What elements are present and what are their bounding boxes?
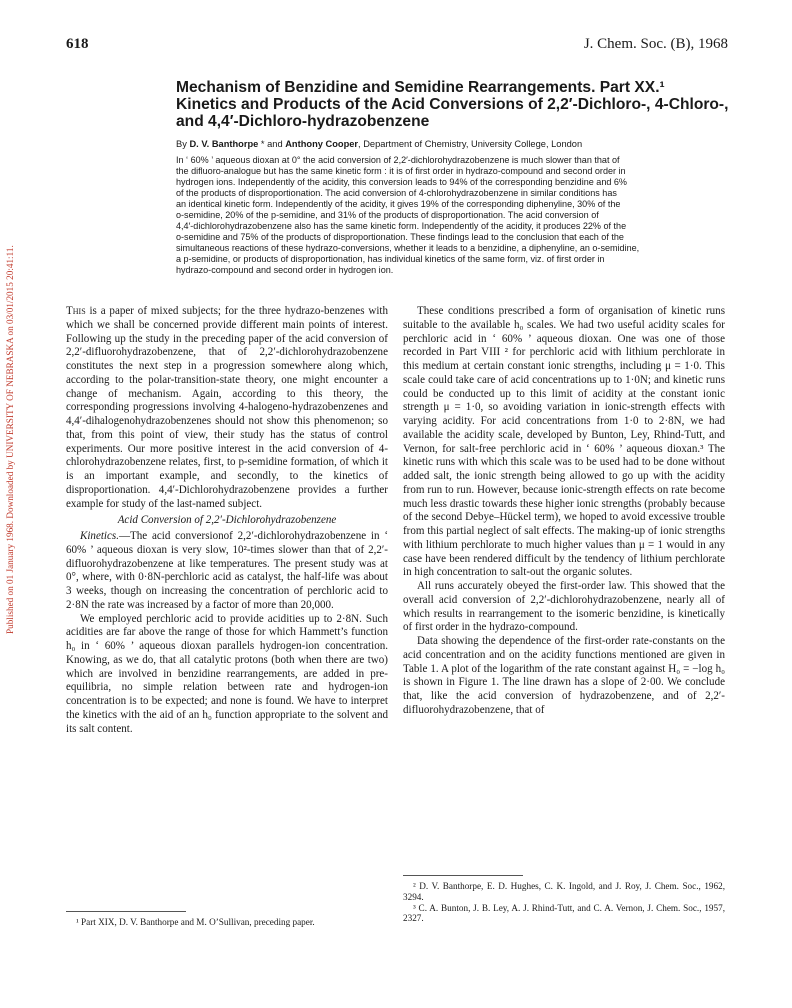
footnote-right: [403, 881, 725, 924]
author-2: Anthony Cooper: [285, 139, 359, 149]
page-number: 618: [66, 36, 89, 52]
paragraph-text: is a paper of mixed subjects; for the three hydrazo-benzenes with which we shall be concerned provide different main points of interest. Following up the study in the preceding paper of the acid conversion of 2,2′-difluorohydrazobenzene, that of 2,2′-dichlorohydrazobenzene constitutes the next step in a progression somewhere along which, according to the polar-transition-state theory, one might encounter a change of mechanism. Again, according to this theory, the corresponding progressions involving 4-halogeno-hydrazobenzenes and 4,4′-dihalogenohydrazobenzenes should not show this phenomenon; so that, from this point of view, their study has the status of control experiments. Our more positive interest in the acid conversion of 4-chlorohydrazobenzene relates, first, to p-semidine formation, of which it is an important example, and secondly, to the kinetics of disproportionation. 4,4′-Dichlorohydrazobenzene provides a further example for study of the last-named subject.: [66, 305, 388, 510]
title-line-3: and 4,4′-Dichloro-hydrazobenzene: [176, 113, 430, 130]
running-head: J. Chem. Soc. (B), 1968: [583, 36, 728, 52]
body-paragraph: [66, 305, 388, 511]
body-paragraph: Data showing the dependence of the first-order rate-constants on the acid concentration and on the acidity functions mentioned are given in Table 1. A plot of the logarithm of the rate constant against H₀ = −log h₀ is shown in Figure 1. The line drawn has a slope of 2·00. We conclude that, like the acid conversion of hydrazobenzene, and of 2,2′-difluorohydrazobenzene, that of: [403, 635, 725, 716]
abstract-line: the difluoro-analogue but has the same kinetic form : it is of first order in hydrazo-compound and second order in: [176, 165, 626, 176]
abstract-line: o-semidine and 75% of the products of disproportionation. These findings lead to the conclusion that each of the: [176, 231, 624, 242]
body-paragraph: All runs accurately obeyed the first-order law. This showed that the overall acid conversion of 2,2′-dichlorohydrazobenzene, nearly all of which results in rearrangement to the isomeric benzidine, is kinetically of first order in the hydrazo-compound.: [403, 580, 725, 634]
title-line-2: Kinetics and Products of the Acid Conversions of 2,2′-Dichloro-, 4-Chloro-,: [176, 96, 729, 113]
abstract-line: hydrogen ions. Independently of the acidity, this conversion leads to 94% of the corresponding benzidine and 6%: [176, 176, 627, 187]
paragraph-text: —The acid conversionof 2,2′-dichlorohydrazobenzene in ‘ 60% ’ aqueous dioxan is very slow, 10²-times slower than that of 2,2′-difluorohydrazobenzene at like temperatures. The present study was at 0°, where, with 0·8N-perchloric acid as catalyst, the half-life was about 3 weeks, though on increasing the concentration of perchloric acid to 2·8N the rate was increased by a factor of more than 20,000.: [66, 530, 388, 611]
abstract-line: In ‘ 60% ’ aqueous dioxan at 0° the acid conversion of 2,2′-dichlorohydrazobenzene is much slower than that of: [176, 155, 620, 165]
body-paragraph: These conditions prescribed a form of organisation of kinetic runs suitable to the available h₀ scales. We had two useful acidity scales for perchloric acid in ‘ 60% ’ aqueous dioxan. One was one of those recorded in Part VIII ² for perchloric acid with lithium perchlorate in this medium at certain constant ionic strengths, including μ = 1·0. This scale could take care of acid concentrations up to 1·0N; and kinetic runs could be conducted up to this limit of acidity at the constant ionic strength μ = 1·0, so avoiding variation in ionic-strength effects with varying acidity. For acid concentrations from 1·0 to 2·8N, we had available the acidity scale, developed by Bunton, Ley, Rhind-Tutt, and Vernon, for salt-free perchloric acid in ‘ 60% ’ aqueous dioxan.³ The kinetic runs with which this scale was to be used had to be done without added salt, the ionic strength being allowed to go up with the acidity from run to run. However, because ionic-strength effects on rate become much less drastic towards these higher ionic strengths (probably because of the second Debye–Hückel term), we hoped to avoid excessive trouble from this partial neglect of salt effects. The making-up of ionic strengths with lithium perchlorate to much higher values than μ = 1 would in any case have been rendered difficult by the tendency of lithium perchlorate in high concentration to salt-out the organic solutes.: [403, 305, 725, 579]
right-column: [403, 305, 725, 718]
footnote-item: ² D. V. Banthorpe, E. D. Hughes, C. K. Ingold, and J. Roy, J. Chem. Soc., 1962, 3294.: [403, 881, 725, 902]
abstract-line: simultaneous reactions of these hydrazo-conversions, whether it leads to a benzidine, a diphenyline, an o-semidine,: [176, 242, 640, 253]
authors-mid: * and: [258, 139, 286, 149]
footnote-rule-left: [66, 911, 186, 912]
abstract-line: of the products of disproportionation. The acid conversion of 4-chlorohydrazobenzene in similar conditions has: [176, 187, 617, 198]
authors-prefix: By: [176, 139, 190, 149]
article-title: [176, 79, 736, 130]
footnote-rule-right: [403, 875, 523, 876]
abstract-line: a p-semidine, or products of disproportionation, has individual kinetics of the same form, viz. of first order in: [176, 253, 605, 264]
abstract-line: 4,4′-dichlorohydrazobenzene also has the same kinetic form. Independently of the acidity, it produces 22% of the: [176, 220, 627, 231]
abstract: [176, 155, 736, 275]
affiliation: , Department of Chemistry, University College, London: [358, 139, 583, 149]
abstract-line: o-semidine, 20% of the p-semidine, and 31% of the products of disproportionation. The acid conversion of: [176, 209, 599, 220]
body-paragraph: We employed perchloric acid to provide acidities up to 2·8N. Such acidities are far above the range of those for which Hammett’s function h₀ in ‘ 60% ’ aqueous dioxan parallels hydrogen-ion concentration. Knowing, as we do, that all catalytic protons (both when there are two) which are involved in benzidine rearrangements, are added in pre-equilibria, no simple relation between rate and hydrogen-ion concentration is to be expected; and none is found. We have to interpret the kinetics with the aid of an h₀ function appropriate to the solvent and its salt content.: [66, 612, 388, 735]
subsection-lead: Kinetics.: [80, 530, 119, 542]
section-heading: Acid Conversion of 2,2′-Dichlorohydrazobenzene: [117, 514, 337, 527]
footnote-left: [66, 917, 388, 928]
paragraph-lead: This: [66, 305, 86, 317]
footnote-item: ¹ Part XIX, D. V. Banthorpe and M. O’Sullivan, preceding paper.: [76, 917, 315, 927]
author-1: D. V. Banthorpe: [189, 139, 259, 149]
left-column: [66, 305, 388, 736]
footnote-item: ³ C. A. Bunton, J. B. Ley, A. J. Rhind-Tutt, and C. A. Vernon, J. Chem. Soc., 1957, 2327.: [403, 902, 725, 924]
abstract-line: an identical kinetic form. Independently of the acidity, it gives 19% of the corresponding diphenyline, 30% of the: [176, 198, 621, 209]
abstract-line: hydrazo-compound and second order in hydrogen ion.: [176, 264, 394, 275]
title-line-1: Mechanism of Benzidine and Semidine Rearrangements. Part XX.¹: [176, 79, 665, 96]
body-paragraph: [66, 530, 388, 613]
download-watermark: Published on 01 January 1968. Downloaded by UNIVERSITY OF NEBRASKA on 03/01/2015 20:41:11.: [5, 245, 15, 635]
author-line: [176, 139, 736, 149]
